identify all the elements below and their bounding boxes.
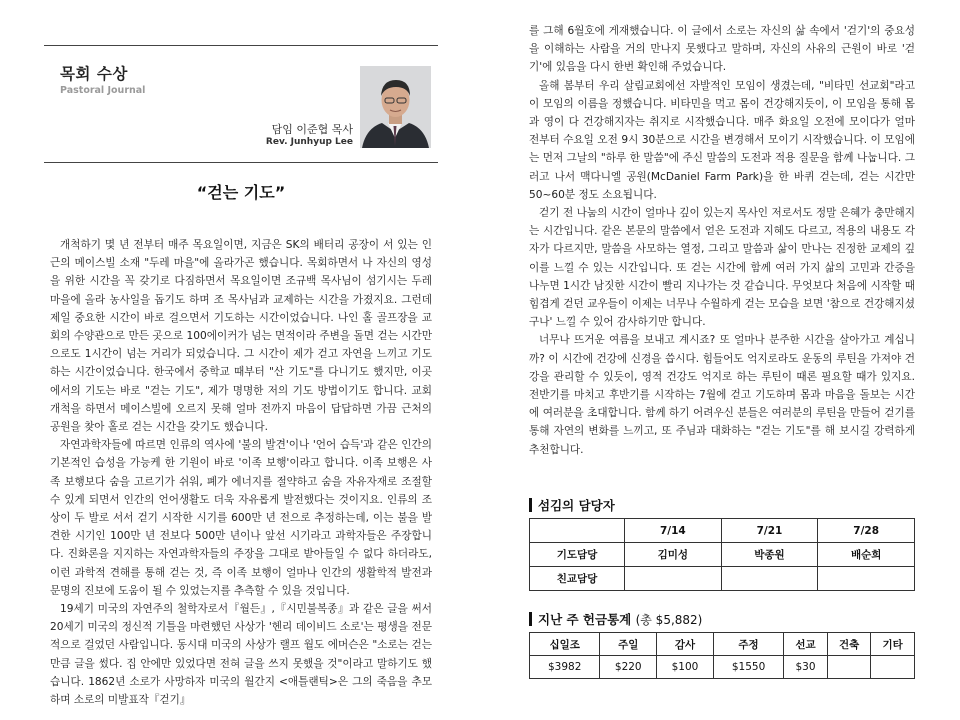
table-cell: 김미성 — [625, 543, 722, 567]
table-row — [530, 567, 915, 591]
table-row — [530, 519, 915, 543]
offering-table — [529, 632, 915, 679]
table-cell: 박종원 — [721, 543, 818, 567]
offering-heading-text: 지난 주 헌금통계 — [538, 612, 632, 627]
paragraph: 걷기 전 나눔의 시간이 얼마나 깊이 있는지 목사인 저로서도 정말 은혜가 충만해지는 시간입니다. 같은 본문의 말씀에서 얻은 도전과 지혜도 다르고, 적용의 내용도 각자가 다르지만, 말씀을 사모하는 열정, 그리고 말씀과 삶이 만나는 진정한 교제의 깊이를 느낄 수 있는 시간입니다. 또 걷는 시간에 함께 여러 가지 삶의 고민과 간증을 나누면 1시간 남짓한 시간이 빨리 지나가는 것 같습니다. 무엇보다 처음에 시작할 때 힘겹게 걷던 교우들이 이제는 너무나 수월하게 걷는 모습을 보면 '참으로 건강해지셨구나' 느낄 수 있어 감사하기만 합니다. — [529, 207, 915, 329]
offering-total: (총 $5,882) — [635, 613, 703, 627]
table-cell: $30 — [784, 656, 828, 679]
table-row-label: 기도담당 — [530, 543, 625, 567]
left-body-text — [50, 236, 432, 709]
table-cell: $1550 — [713, 656, 783, 679]
duty-heading-text: 섬김의 담당자 — [538, 498, 615, 513]
paragraph: 자연과학자들에 따르면 인류의 역사에 '불의 발견'이나 '언어 습득'과 같은 인간의 기본적인 습성을 가능케 한 기원이 바로 '이족 보행'이라고 합니다. 이족 보행은 사족 보행보다 숨을 고르기가 쉬워, 폐가 에너지를 절약하고 숨을 자유자재로 조절할 수 있게 되면서 인간의 언어생활도 더욱 자유롭게 발전했다는 것이지요. 인류의 조상이 두 발로 서서 걷기 시작한 시기를 600만 년 전으로 추정하는데, 이는 불을 발견한 시기인 100만 년 전보다 500만 년이나 앞선 시기라고 과학자들은 주장합니다. 진화론을 지지하는 자연과학자들의 주장을 그대로 받아들일 수 없다 하더라도, 이런 과학적 견해를 통해 걷는 것, 즉 이족 보행이 얼마나 인간의 생활학적 발전과 문명의 진보에 도움이 될 수 있었는지를 추측할 수 있을 것입니다. — [50, 439, 432, 597]
table-header-cell: 주일 — [600, 633, 657, 656]
heading-bar — [529, 612, 532, 626]
table-row — [530, 633, 915, 656]
table-cell — [721, 567, 818, 591]
table-cell — [871, 656, 915, 679]
duty-heading — [529, 496, 615, 514]
table-header-cell: 십일조 — [530, 633, 600, 656]
table-header-cell: 선교 — [784, 633, 828, 656]
table-cell — [625, 567, 722, 591]
table-row-label: 친교담당 — [530, 567, 625, 591]
paragraph: 를 그해 6월호에 게재했습니다. 이 글에서 소로는 자신의 삶 속에서 '걷기'의 중요성을 이해하는 사람을 거의 만나지 못했다고 말하며, 자신의 사유의 근원이 바로 '걷기'에 있음을 다시 한번 확인해 주었습니다. — [529, 25, 915, 74]
pastor-photo — [360, 66, 431, 148]
table-header-cell: 기타 — [871, 633, 915, 656]
table-row — [530, 656, 915, 679]
table-header-cell: 7/21 — [721, 519, 818, 543]
column-subtitle: Pastoral Journal — [60, 85, 146, 96]
column-title: 목회 수상 — [60, 65, 128, 83]
author-name-korean: 담임 이준협 목사 — [271, 123, 353, 136]
table-cell: $3982 — [530, 656, 600, 679]
offering-heading — [529, 610, 702, 628]
table-header-cell: 주정 — [713, 633, 783, 656]
table-cell — [530, 519, 625, 543]
table-cell — [827, 656, 871, 679]
heading-bar — [529, 498, 532, 512]
paragraph: 19세기 미국의 자연주의 철학자로서『월든』,『시민불복종』과 같은 글을 써서 20세기 미국의 정신적 기틀을 마련했던 사상가 '헨리 데이비드 소로'는 평생을 전문적으로 걸었던 사람입니다. 동시대 미국의 사상가 랠프 월도 에머슨은 "소로는 걷는 만큼 글을 썼다. 집 안에만 있었다면 전혀 글을 쓰지 못했을 것"이라고 말하기도 했습니다. 1862년 소로가 사망하자 미국의 월간지 <애틀랜틱>은 그의 죽음을 추모하며 소로의 미발표작『걷기』 — [50, 603, 432, 707]
paragraph: 개척하기 몇 년 전부터 매주 목요일이면, 지금은 SK의 배터리 공장이 서 있는 인근의 메이스빌 소재 "두레 마을"에 올라가곤 했습니다. 목회하면서 나 자신의 영성을 위한 시간을 꼭 갖기로 다짐하면서 목요일이면 조규백 목사님이 섬기시는 두레 마을에 올라 농사일을 돕기도 하며 조 목사님과 교제하는 시간을 가졌지요. 그런데 제일 중요한 시간이 바로 걸으면서 기도하는 시간이었습니다. 나인 홀 골프장을 교회의 수양관으로 만든 곳으로 100에이커가 넘는 면적이라 주변을 돌면 걷는 시간만으로도 1시간이 넘는 거리가 되었습니다. 그 시간이 제가 걷고 자연을 느끼고 기도하는 시간이었습니다. 한국에서 중학교 때부터 "산 기도"를 다니기도 했지만, 이곳에서의 기도는 바로 "걷는 기도", 제가 명명한 저의 기도 방법이기도 합니다. 교회 개척을 하면서 메이스빌에 오르지 못해 얼마 전까지 마음이 답답하면 가끔 근처의 공원을 찾아 홀로 걷는 시간을 갖기도 했습니다. — [50, 239, 432, 434]
table-cell — [818, 567, 915, 591]
table-cell: $100 — [657, 656, 714, 679]
right-body-text — [529, 22, 915, 459]
table-cell: $220 — [600, 656, 657, 679]
header-rule-top — [44, 45, 438, 46]
paragraph: 올해 봄부터 우리 살림교회에선 자발적인 모임이 생겼는데, "비타민 선교회"라고 이 모임의 이름을 정했습니다. 비타민을 먹고 몸이 건강해지듯이, 이 모임을 통해 몸과 영이 다 건강해지자는 취지로 시작했습니다. 매주 화요일 오전에 모이다가 얼마 전부터 수요일 오전 9시 30분으로 시간을 변경해서 모이기 시작했습니다. 이 모임에는 먼저 그날의 "하루 한 말씀"에 주신 말씀의 도전과 적용 질문을 함께 나눕니다. 그러고 나서 맥다니엘 공원(McDaniel Farm Park)을 한 바퀴 걷는데, 걷는 시간만 50~60분 정도 소요됩니다. — [529, 79, 915, 201]
table-header-cell: 7/14 — [625, 519, 722, 543]
table-header-cell: 건축 — [827, 633, 871, 656]
author-name-english: Rev. Junhyup Lee — [265, 137, 353, 147]
table-row — [530, 543, 915, 567]
table-cell: 배순희 — [818, 543, 915, 567]
sermon-title: “걷는 기도” — [196, 183, 286, 202]
table-header-cell: 감사 — [657, 633, 714, 656]
table-header-cell: 7/28 — [818, 519, 915, 543]
paragraph: 너무나 뜨거운 여름을 보내고 계시죠? 또 얼마나 분주한 시간을 살아가고 계십니까? 이 시간에 건강에 신경을 씁시다. 힘들어도 억지로라도 운동의 루틴을 가져야 건강을 관리할 수 있듯이, 영적 건강도 억지로 하는 루틴이 때론 필요할 때가 있지요. 전반기를 마치고 후반기를 시작하는 7월에 걷고 기도하며 몸과 마음을 돌보는 시간에 여러분을 초대합니다. 함께 하기 어려우신 분들은 여러분의 루틴을 만들어 걷기를 통해 자연의 변화를 느끼고, 또 주님과 대화하는 "걷는 기도"를 해 보시길 강력하게 추천합니다. — [529, 334, 915, 456]
header-rule-bottom — [44, 162, 438, 163]
duty-table — [529, 518, 915, 591]
